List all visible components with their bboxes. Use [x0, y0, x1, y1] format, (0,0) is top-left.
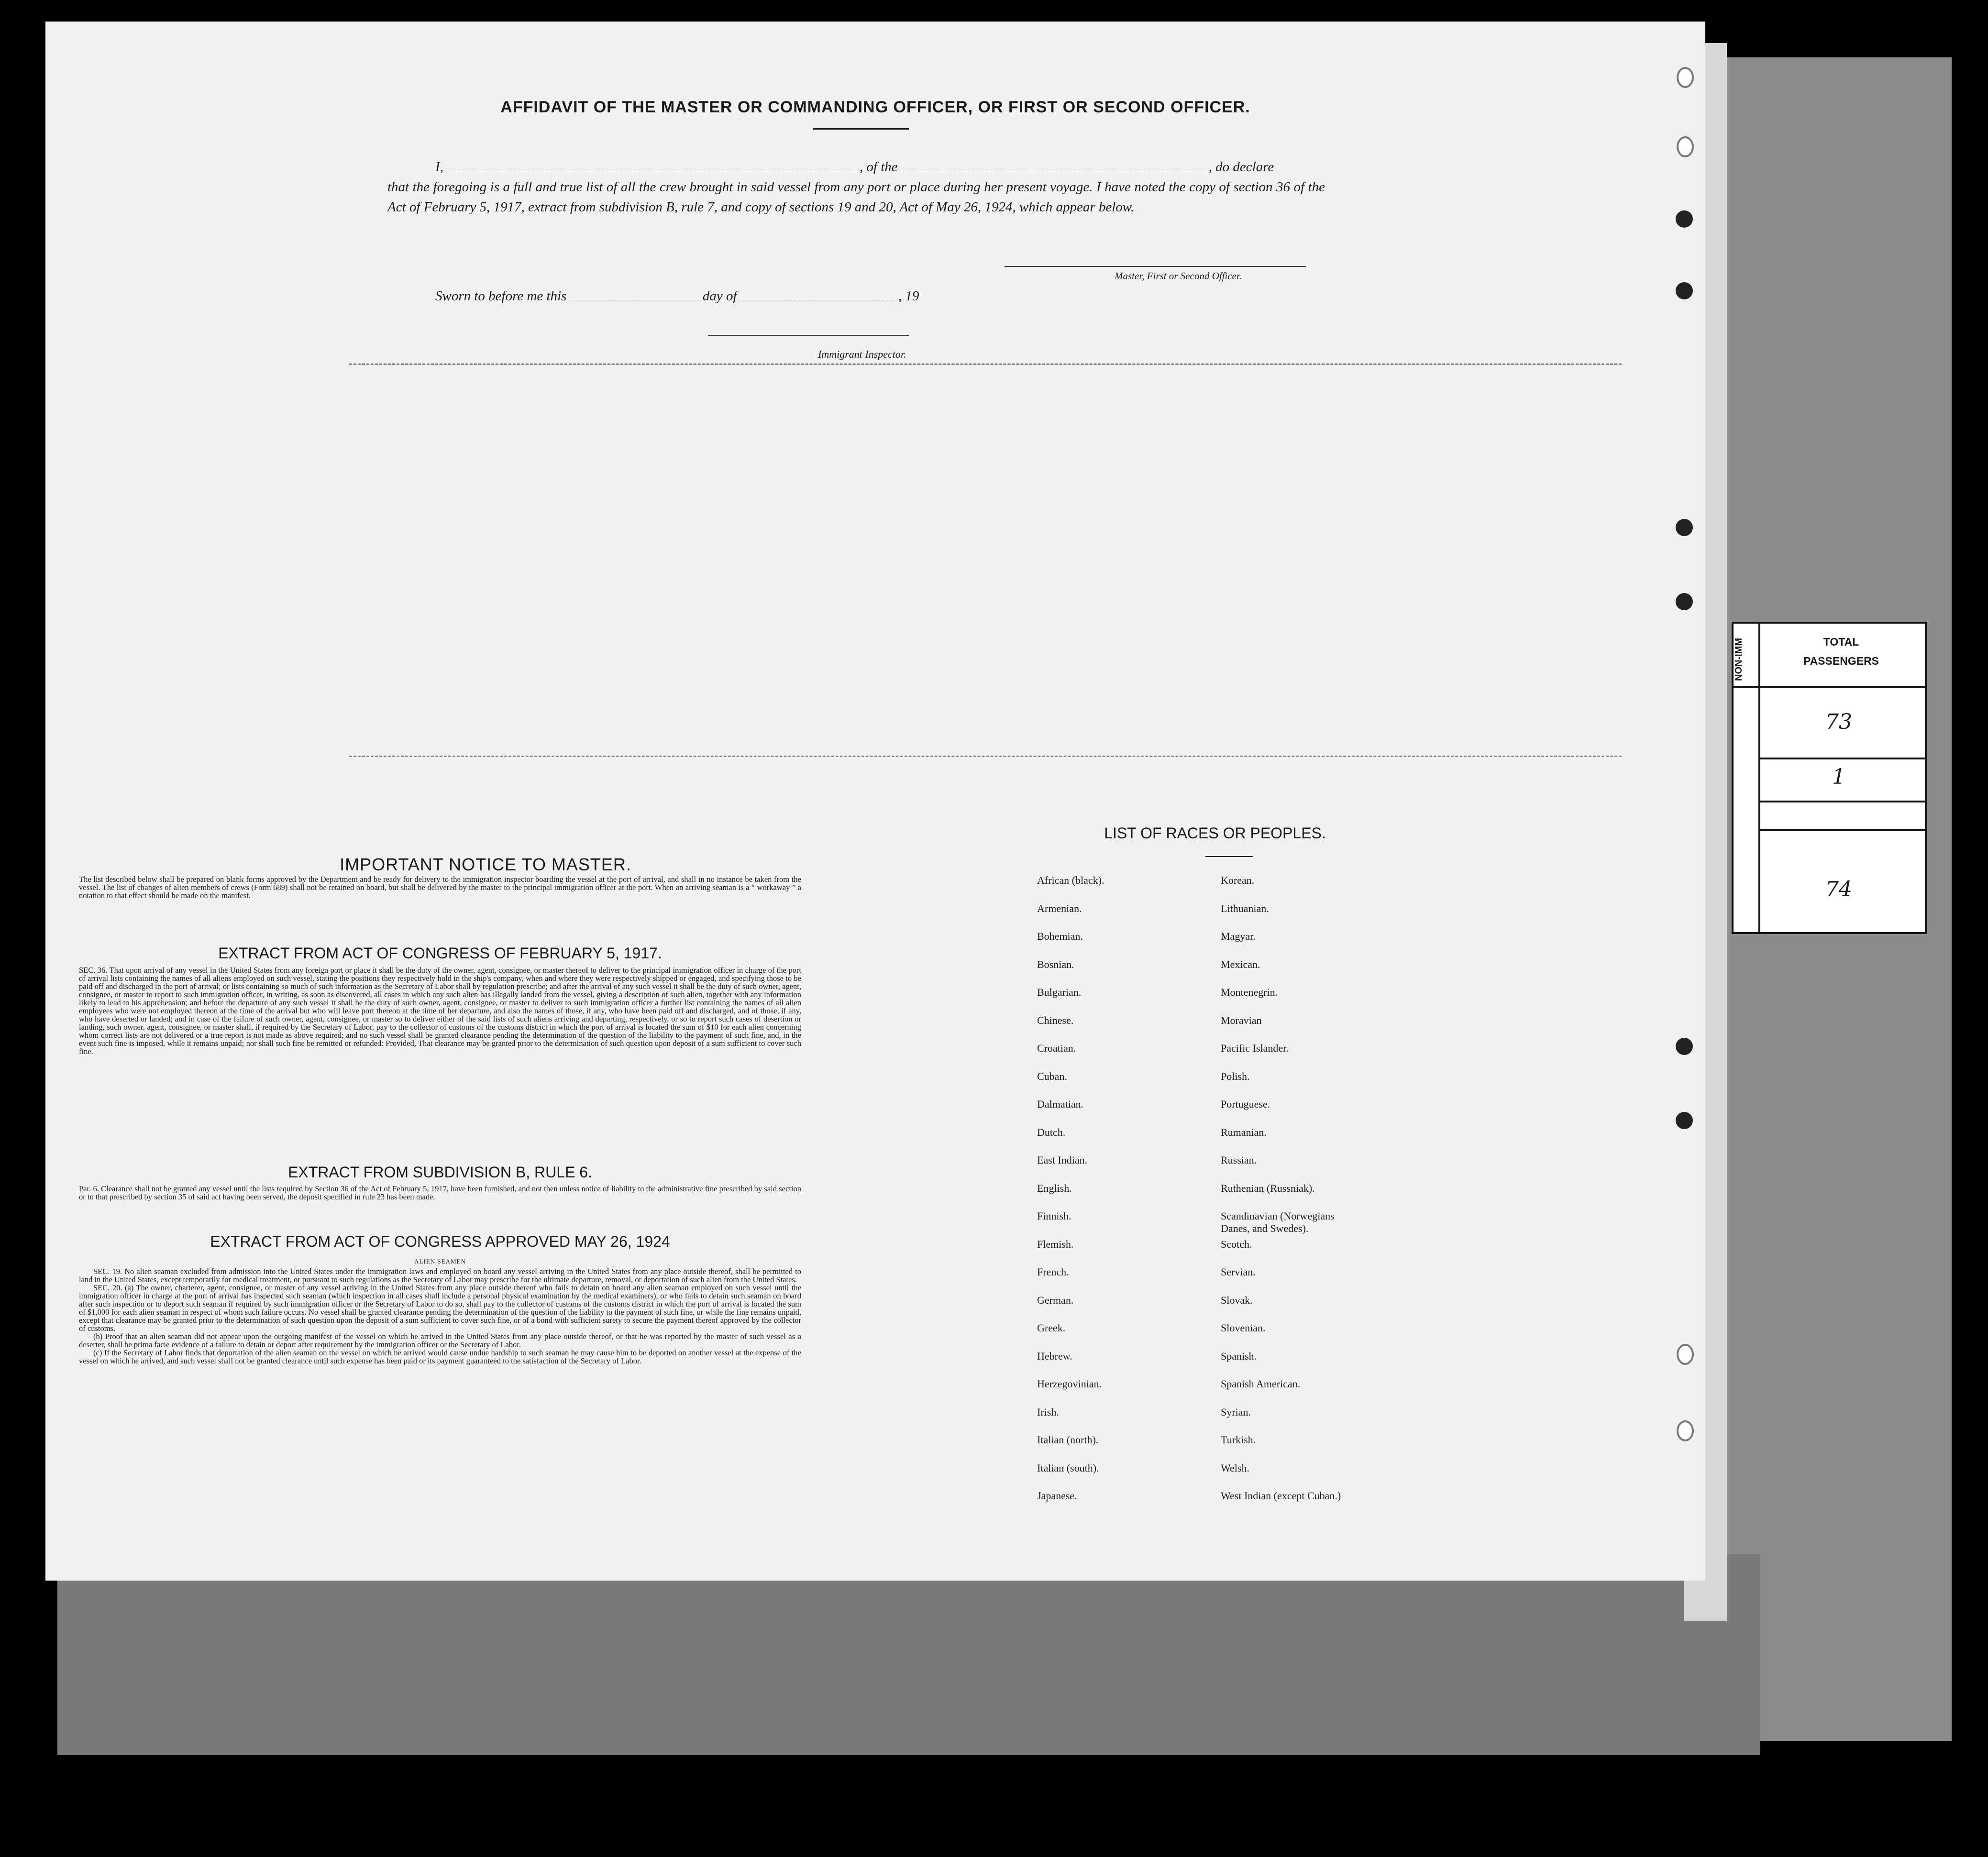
- affidavit-do-declare: , do declare: [1208, 159, 1274, 175]
- extract-rule6-text: Par. 6. Clearance shall not be granted any vessel until the lists required by Section 36 of the Act of February 5, 1917, have been furnished, and not then unless notice of liability to the administrative fine prescribed by said section or to that prescribed by section 35 of said act having been served, the deposit specified in rule 23 has been made.: [79, 1184, 801, 1201]
- extract-1924-text: [79, 1267, 801, 1365]
- race-item: Scandinavian (Norwegians Danes, and Swedes).: [1221, 1210, 1335, 1234]
- race-item: Croatian.: [1037, 1042, 1076, 1054]
- race-item: Finnish.: [1037, 1210, 1071, 1222]
- signature-label: Master, First or Second Officer.: [1115, 270, 1242, 282]
- punch-hole: [1676, 593, 1693, 610]
- punch-hole: [1677, 1420, 1694, 1441]
- race-item: Italian (south).: [1037, 1461, 1099, 1474]
- inspector-signature-line[interactable]: [708, 335, 909, 336]
- race-item: Ruthenian (Russniak).: [1221, 1182, 1315, 1194]
- affidavit-i: I,: [435, 159, 443, 175]
- extract-1917-title: EXTRACT FROM ACT OF CONGRESS OF FEBRUARY 5, 1917.: [218, 945, 662, 962]
- race-item: Korean.: [1221, 874, 1255, 886]
- race-item: Cuban.: [1037, 1070, 1067, 1082]
- punch-hole: [1677, 1344, 1694, 1365]
- paragraph: (b) Proof that an alien seaman did not appear upon the outgoing manifest of the vessel on which he arrived in the United States from any place outside thereof, or that he was reported by the master of such vessel as a deserter, shall be prima facie evidence of a failure to detain or deport after requirement by the immigration officer or the Secretary of Labor.: [79, 1332, 801, 1349]
- tally-value: 73: [1825, 710, 1852, 734]
- tally-header-passengers: PASSENGERS: [1803, 655, 1879, 667]
- punch-hole: [1677, 67, 1694, 88]
- race-item: Syrian.: [1221, 1406, 1251, 1418]
- race-item: Spanish American.: [1221, 1378, 1301, 1390]
- sworn-day-field[interactable]: [570, 288, 699, 300]
- tally-value: 74: [1825, 877, 1852, 901]
- race-item: Bohemian.: [1037, 930, 1083, 942]
- race-item: Montenegrin.: [1221, 986, 1278, 998]
- race-item: Armenian.: [1037, 902, 1082, 914]
- tally-side-label: NON-IMM: [1734, 638, 1744, 681]
- race-item: Dutch.: [1037, 1126, 1066, 1138]
- paragraph: SEC. 20. (a) The owner, charterer, agent, consignee, or master of any vessel arriving in the United States from any place outside thereof who fails to detain on board any alien seaman employed on such vessel until the immigration officer in charge at the port of arrival has inspected such seaman (which inspection in all cases shall include a personal physical examination by the medical examiners), or who fails to detain such seaman on board after such inspection or to deport such seaman if required by such immigration officer or the Secretary of Labor to do so, shall pay to the collector of customs of the customs district in which the port of arrival is located the sum of $1,000 for each alien seaman in respect of whom such failure occurs. No vessel shall be granted clearance pending the determination of the question of the liability to the payment of such fine, or while the fine remains unpaid, except that clearance may be granted prior to the determination of such question upon the deposit of a sum sufficient to cover such fine, or of a bond with sufficient surety to secure the payment thereof approved by the collector of customs.: [79, 1283, 801, 1333]
- race-item: English.: [1037, 1182, 1072, 1194]
- race-item: Irish.: [1037, 1406, 1059, 1418]
- dashed-divider: [349, 363, 1622, 365]
- race-item: African (black).: [1037, 874, 1104, 886]
- race-item: Chinese.: [1037, 1014, 1074, 1026]
- inspector-label: Immigrant Inspector.: [818, 348, 906, 360]
- punch-hole: [1676, 519, 1693, 536]
- race-item: Turkish.: [1221, 1434, 1256, 1446]
- tally-header-total: TOTAL: [1823, 636, 1859, 648]
- race-item: Pacific Islander.: [1221, 1042, 1289, 1054]
- race-item: Moravian: [1221, 1014, 1262, 1026]
- paragraph: SEC. 19. No alien seaman excluded from admission into the United States under the immigration laws and employed on board any vessel arriving in the United States from any place outside thereof, shall be permitted to land in the United States, except temporarily for medical treatment, or pursuant to such regulations as the Secretary of Labor may prescribe for the ultimate departure, removal, or deportation of such alien from the United States.: [79, 1267, 801, 1284]
- extract-rule6-title: EXTRACT FROM SUBDIVISION B, RULE 6.: [288, 1164, 592, 1181]
- divider: [813, 128, 909, 130]
- vessel-field[interactable]: [898, 159, 1209, 171]
- extract-1924-subtitle: ALIEN SEAMEN: [414, 1258, 466, 1265]
- under-sheet: [57, 1554, 1760, 1755]
- race-item: Slovenian.: [1221, 1322, 1266, 1334]
- race-item: Mexican.: [1221, 958, 1260, 970]
- affidavit-body: [387, 157, 1325, 217]
- notice-text: The list described below shall be prepared on blank forms approved by the Department and be ready for delivery to the immigration inspector boarding the vessel at the port of arrival, and shall in no instance be taken from the vessel. The list of changes of alien members of crews (Form 689) shall not be retained on board, but shall be delivered by the master to the principal immigration officer at the port. When an arriving seaman is a “ workaway ” a notation to that effect should be made on the manifest.: [79, 875, 801, 900]
- race-item: Italian (north).: [1037, 1434, 1099, 1446]
- sworn-month-field[interactable]: [740, 288, 898, 300]
- dashed-divider: [349, 756, 1622, 757]
- race-item: French.: [1037, 1266, 1069, 1278]
- punch-hole: [1676, 1112, 1693, 1129]
- races-title: LIST OF RACES OR PEOPLES.: [1104, 824, 1326, 842]
- extract-1924-title: EXTRACT FROM ACT OF CONGRESS APPROVED MAY 26, 1924: [210, 1233, 670, 1250]
- punch-hole: [1677, 136, 1694, 157]
- divider: [1205, 856, 1253, 857]
- race-item: Scotch.: [1221, 1238, 1252, 1250]
- race-item: Welsh.: [1221, 1461, 1249, 1474]
- tally-box: [1732, 622, 1927, 934]
- race-item: Rumanian.: [1221, 1126, 1267, 1138]
- race-item: Flemish.: [1037, 1238, 1074, 1250]
- signature-line[interactable]: [1005, 266, 1306, 267]
- tally-value: 1: [1832, 765, 1845, 789]
- sworn-statement: Sworn to before me this day of , 19: [435, 288, 919, 304]
- extract-1917-text: SEC. 36. That upon arrival of any vessel in the United States from any foreign port or place it shall be the duty of the owner, agent, consignee, or master thereof to deliver to the principal immigration officer in charge of the port of arrival lists containing the names of all aliens employed on such vessel, stating the positions they respectively hold in the ship's company, when and where they were respectively shipped or engaged, and specifying those to be paid off and discharged in the port of arrival; or lists containing so much of such information as the Secretary of Labor shall by regulation prescribe; and after the arrival of any such vessel it shall be the duty of such owner, agent, consignee, or master to report to such immigration officer, in writing, as soon as discovered, all cases in which any such alien has illegally landed from the vessel, giving a description of such alien, together with any information likely to lead to his apprehension; and before the departure of any such vessel it shall be the duty of such owner, agent, consignee, or master to deliver to such immigration officer a further list containing the names of all alien employees who were not employed thereon at the time of the arrival but who will leave port thereon at the time of her departure, and also the names of those, if any, who have been paid off and discharged, and of those, if any, who have deserted or landed; and in case of the failure of such owner, agent, consignee, or master so to deliver either of the said lists of such aliens arriving and departing, respectively, or so to report such cases of desertion or landing, such owner, agent, consignee, or master shall, if required by the Secretary of Labor, pay to the collector of customs of the customs district in which the port of arrival is located the sum of $10 for each alien concerning whom correct lists are not delivered or a true report is not made as above required; and no such vessel shall be granted clearance pending the determination of the question of the liability to the payment of such fine, and, in the event such fine is imposed, while it remains unpaid; nor shall such fine be remitted or refunded: Provided, That clearance may be granted prior to the determination of such question upon deposit of a sum sufficient to cover such fine.: [79, 966, 801, 1056]
- race-item: Magyar.: [1221, 930, 1256, 942]
- race-item: Herzegovinian.: [1037, 1378, 1102, 1390]
- race-item: Greek.: [1037, 1322, 1066, 1334]
- race-item: Russian.: [1221, 1154, 1257, 1166]
- affidavit-statement: that the foregoing is a full and true list of all the crew brought in said vessel from any port or place during her present voyage. I have noted the copy of section 36 of the Act of February 5, 1917, extract from subdivision B, rule 7, and copy of sections 19 and 20, Act of May 26, 1924, which appear below.: [387, 179, 1325, 215]
- race-item: Spanish.: [1221, 1350, 1257, 1362]
- race-item: Portuguese.: [1221, 1098, 1270, 1110]
- race-item: Dalmatian.: [1037, 1098, 1084, 1110]
- race-item: Japanese.: [1037, 1490, 1077, 1502]
- race-item: West Indian (except Cuban.): [1221, 1490, 1341, 1502]
- race-item: Servian.: [1221, 1266, 1256, 1278]
- race-item: East Indian.: [1037, 1154, 1088, 1166]
- punch-hole: [1676, 1038, 1693, 1055]
- race-item: Lithuanian.: [1221, 902, 1269, 914]
- race-item: German.: [1037, 1294, 1074, 1306]
- race-item: Bulgarian.: [1037, 986, 1082, 998]
- punch-hole: [1676, 282, 1693, 299]
- race-item: Bosnian.: [1037, 958, 1074, 970]
- race-item: Hebrew.: [1037, 1350, 1072, 1362]
- notice-title: IMPORTANT NOTICE TO MASTER.: [340, 855, 631, 874]
- name-field[interactable]: [443, 159, 860, 171]
- paragraph: (c) If the Secretary of Labor finds that deportation of the alien seaman on the vessel on which he arrived would cause undue hardship to such seaman he may cause him to be deported on another vessel at the expense of the vessel on which he arrived, and such vessel shall not be granted clearance until such expense has been paid or its payment guaranteed to the satisfaction of the Secretary of Labor.: [79, 1348, 801, 1365]
- affidavit-of-the: , of the: [859, 159, 898, 175]
- affidavit-title: AFFIDAVIT OF THE MASTER OR COMMANDING OFFICER, OR FIRST OR SECOND OFFICER.: [500, 98, 1250, 116]
- race-item: Slovak.: [1221, 1294, 1253, 1306]
- punch-hole: [1676, 210, 1693, 228]
- race-item: Polish.: [1221, 1070, 1250, 1082]
